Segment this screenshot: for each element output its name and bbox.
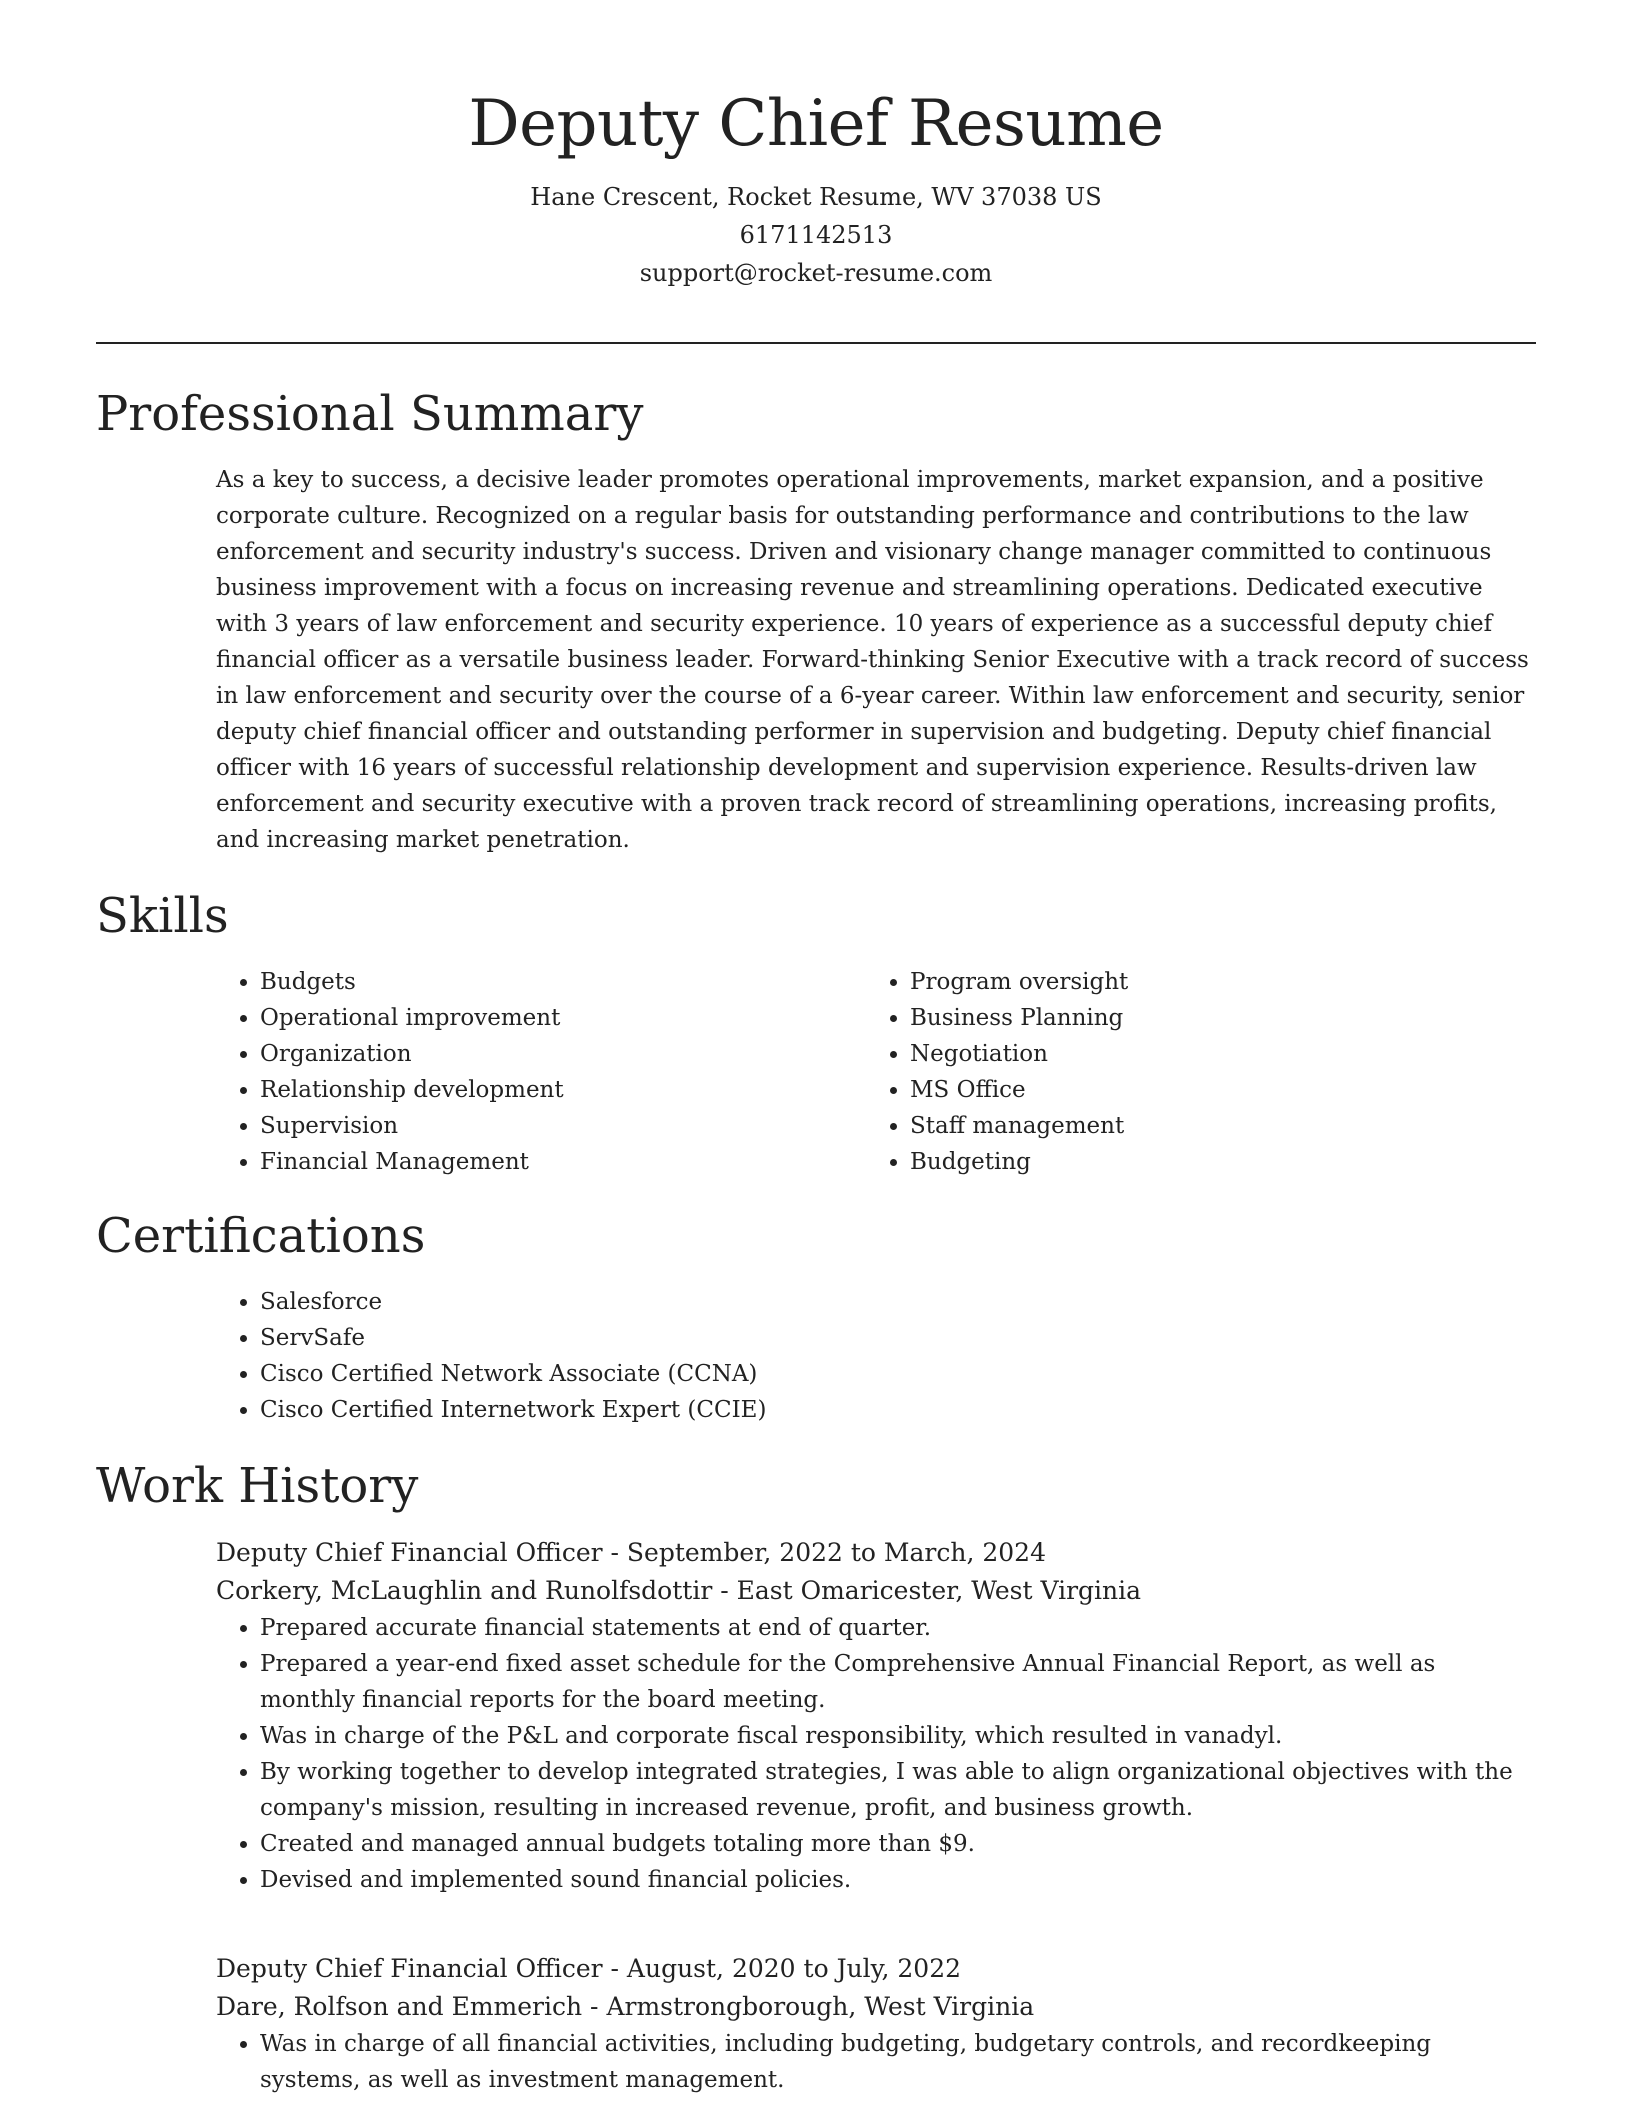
skills-column-left <box>216 964 856 1180</box>
job-entry <box>216 1950 1536 2098</box>
skill-item: • Supervision <box>260 1108 856 1144</box>
certification-item: • Cisco Certified Internetwork Expert (CCIE) <box>260 1392 1536 1428</box>
skill-item: • Organization <box>260 1036 856 1072</box>
job-title: Deputy Chief Financial Officer <box>216 1538 603 1567</box>
skill-item: • Financial Management <box>260 1144 856 1180</box>
contact-address: Hane Crescent, Rocket Resume, WV 37038 US <box>530 183 1102 211</box>
job-duty: • Created and managed annual budgets totaling more than $9. <box>260 1826 1536 1862</box>
skill-item: • MS Office <box>910 1072 1506 1108</box>
skill-item: • Business Planning <box>910 1000 1506 1036</box>
job-duty: • Was in charge of the P&L and corporate fiscal responsibility, which resulted in vanadyl. <box>260 1718 1536 1754</box>
skill-item: • Staff management <box>910 1108 1506 1144</box>
job-duty: • Devised and implemented sound financial policies. <box>260 1862 1536 1898</box>
skills-column-right <box>866 964 1506 1180</box>
job-title-line <box>216 1534 1536 1572</box>
job-duty: • By working together to develop integrated strategies, I was able to align organizational objectives with the company's mission, resulting in increased revenue, profit, and business growth. <box>260 1754 1536 1826</box>
job-dates: - August, 2020 to July, 2022 <box>602 1954 962 1983</box>
job-dates: - September, 2022 to March, 2024 <box>602 1538 1046 1567</box>
contact-email: support@rocket-resume.com <box>639 259 993 287</box>
job-title-line <box>216 1950 1536 1988</box>
summary-heading: Professional Summary <box>96 386 644 442</box>
resume-name: Deputy Chief Resume <box>468 87 1164 161</box>
skill-item: • Budgets <box>260 964 856 1000</box>
certifications-list <box>216 1284 1536 1428</box>
summary-text: As a key to success, a decisive leader promotes operational improvements, market expansion, and a positive corporate culture. Recognized on a regular basis for outstanding performance and contributions to the law enforcement and security industry's success. Driven and visionary change manager committed to continuous business improvement with a focus on increasing revenue and streamlining operations. Dedicated executive with 3 years of law enforcement and security experience. 10 years of experience as a successful deputy chief financial officer as a versatile business leader. Forward-thinking Senior Executive with a track record of success in law enforcement and security over the course of a 6-year career. Within law enforcement and security, senior deputy chief financial officer and outstanding performer in supervision and budgeting. Deputy chief financial officer with 16 years of successful relationship development and supervision experience. Results-driven law enforcement and security executive with a proven track record of streamlining operations, increasing profits, and increasing market penetration. <box>216 467 1529 853</box>
job-entry <box>216 1534 1536 1898</box>
certification-item: • Salesforce <box>260 1284 1536 1320</box>
certification-item: • Cisco Certified Network Associate (CCNA) <box>260 1356 1536 1392</box>
job-duty: • Prepared accurate financial statements at end of quarter. <box>260 1610 1536 1646</box>
job-company: Corkery, McLaughlin and Runolfsdottir <box>216 1576 713 1605</box>
skill-item: • Budgeting <box>910 1144 1506 1180</box>
job-duties <box>216 1610 1536 1898</box>
work-history-heading: Work History <box>96 1458 419 1514</box>
contact-phone: 6171142513 <box>739 221 893 249</box>
job-location: - Armstrongborough, West Virginia <box>582 1992 1035 2021</box>
skill-item: • Negotiation <box>910 1036 1506 1072</box>
certifications-heading: Certifications <box>96 1208 426 1264</box>
header-divider <box>96 342 1536 344</box>
job-duty: • Prepared a year-end fixed asset schedule for the Comprehensive Annual Financial Report, as well as monthly financial reports for the board meeting. <box>260 1646 1536 1718</box>
job-title: Deputy Chief Financial Officer <box>216 1954 603 1983</box>
job-duty: • Was in charge of all financial activities, including budgeting, budgetary controls, and recordkeeping systems, as well as investment management. <box>260 2026 1536 2098</box>
job-duties <box>216 2026 1536 2098</box>
job-company-line <box>216 1988 1536 2026</box>
resume-header <box>96 82 1536 292</box>
certification-item: • ServSafe <box>260 1320 1536 1356</box>
skill-item: • Program oversight <box>910 964 1506 1000</box>
skill-item: • Relationship development <box>260 1072 856 1108</box>
job-location: - East Omaricester, West Virginia <box>712 1576 1142 1605</box>
job-company: Dare, Rolfson and Emmerich <box>216 1992 583 2021</box>
skill-item: • Operational improvement <box>260 1000 856 1036</box>
job-company-line <box>216 1572 1536 1610</box>
skills-heading: Skills <box>96 888 229 944</box>
